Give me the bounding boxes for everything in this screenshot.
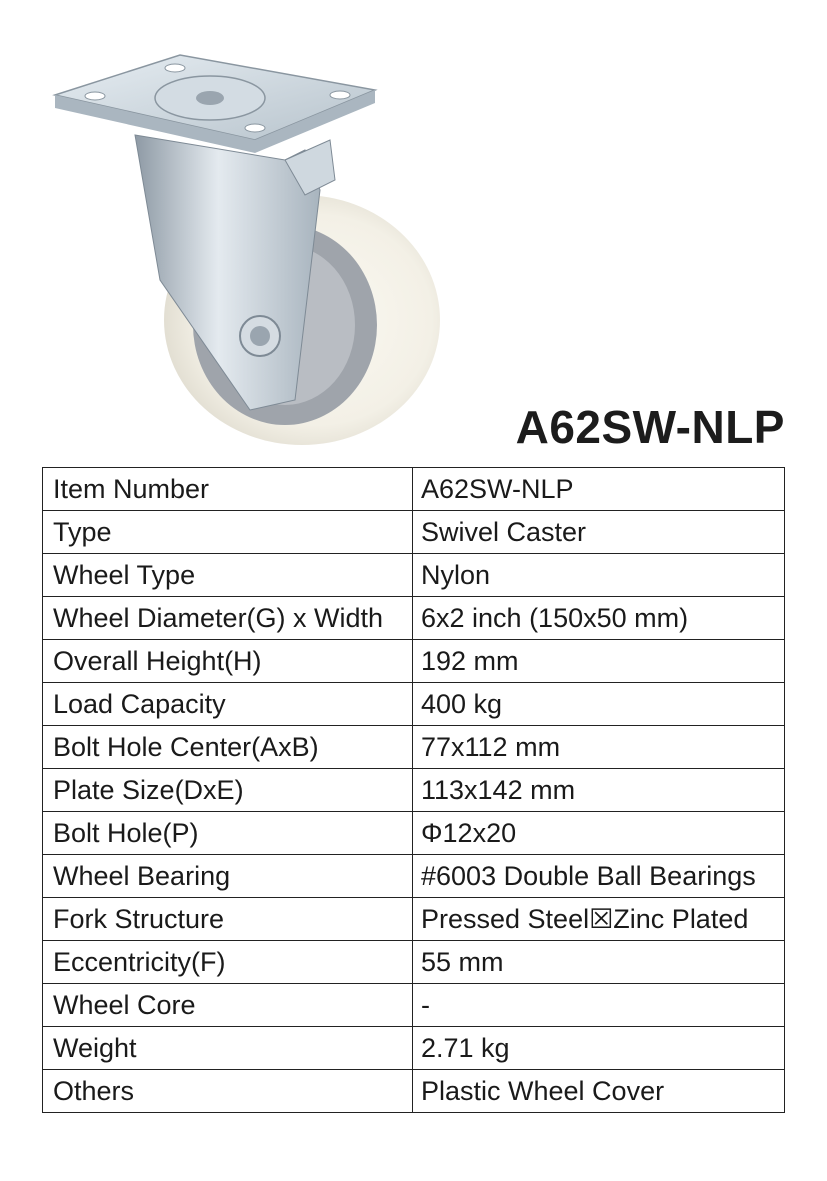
spec-value: 6x2 inch (150x50 mm)	[413, 597, 785, 640]
spec-value: Swivel Caster	[413, 511, 785, 554]
spec-value: 55 mm	[413, 941, 785, 984]
spec-value: 2.71 kg	[413, 1027, 785, 1070]
spec-label: Wheel Bearing	[43, 855, 413, 898]
spec-value: #6003 Double Ball Bearings	[413, 855, 785, 898]
spec-row	[43, 984, 785, 1027]
spec-value: Plastic Wheel Cover	[413, 1070, 785, 1113]
spec-label: Fork Structure	[43, 898, 413, 941]
spec-label: Plate Size(DxE)	[43, 769, 413, 812]
spec-value: 400 kg	[413, 683, 785, 726]
spec-row	[43, 683, 785, 726]
spec-label: Overall Height(H)	[43, 640, 413, 683]
spec-row	[43, 855, 785, 898]
spec-row	[43, 812, 785, 855]
spec-label: Bolt Hole Center(AxB)	[43, 726, 413, 769]
spec-label: Weight	[43, 1027, 413, 1070]
spec-value: 77x112 mm	[413, 726, 785, 769]
spec-value: Nylon	[413, 554, 785, 597]
spec-row	[43, 898, 785, 941]
spec-row	[43, 554, 785, 597]
spec-label: Type	[43, 511, 413, 554]
spec-label: Others	[43, 1070, 413, 1113]
spec-label: Item Number	[43, 468, 413, 511]
product-image-caster	[40, 40, 440, 460]
spec-row	[43, 640, 785, 683]
spec-row	[43, 726, 785, 769]
spec-row	[43, 1070, 785, 1113]
spec-value: 113x142 mm	[413, 769, 785, 812]
spec-row	[43, 511, 785, 554]
spec-table	[42, 467, 785, 1113]
spec-value: Φ12x20	[413, 812, 785, 855]
spec-value: Pressed Steel☒Zinc Plated	[413, 898, 785, 941]
model-title: A62SW-NLP	[515, 401, 785, 453]
spec-row	[43, 769, 785, 812]
spec-value: -	[413, 984, 785, 1027]
spec-label: Wheel Diameter(G) x Width	[43, 597, 413, 640]
spec-label: Wheel Core	[43, 984, 413, 1027]
spec-value: 192 mm	[413, 640, 785, 683]
spec-label: Bolt Hole(P)	[43, 812, 413, 855]
spec-label: Wheel Type	[43, 554, 413, 597]
spec-label: Eccentricity(F)	[43, 941, 413, 984]
spec-row	[43, 1027, 785, 1070]
spec-row	[43, 597, 785, 640]
spec-label: Load Capacity	[43, 683, 413, 726]
spec-row	[43, 941, 785, 984]
spec-value: A62SW-NLP	[413, 468, 785, 511]
spec-row	[43, 468, 785, 511]
